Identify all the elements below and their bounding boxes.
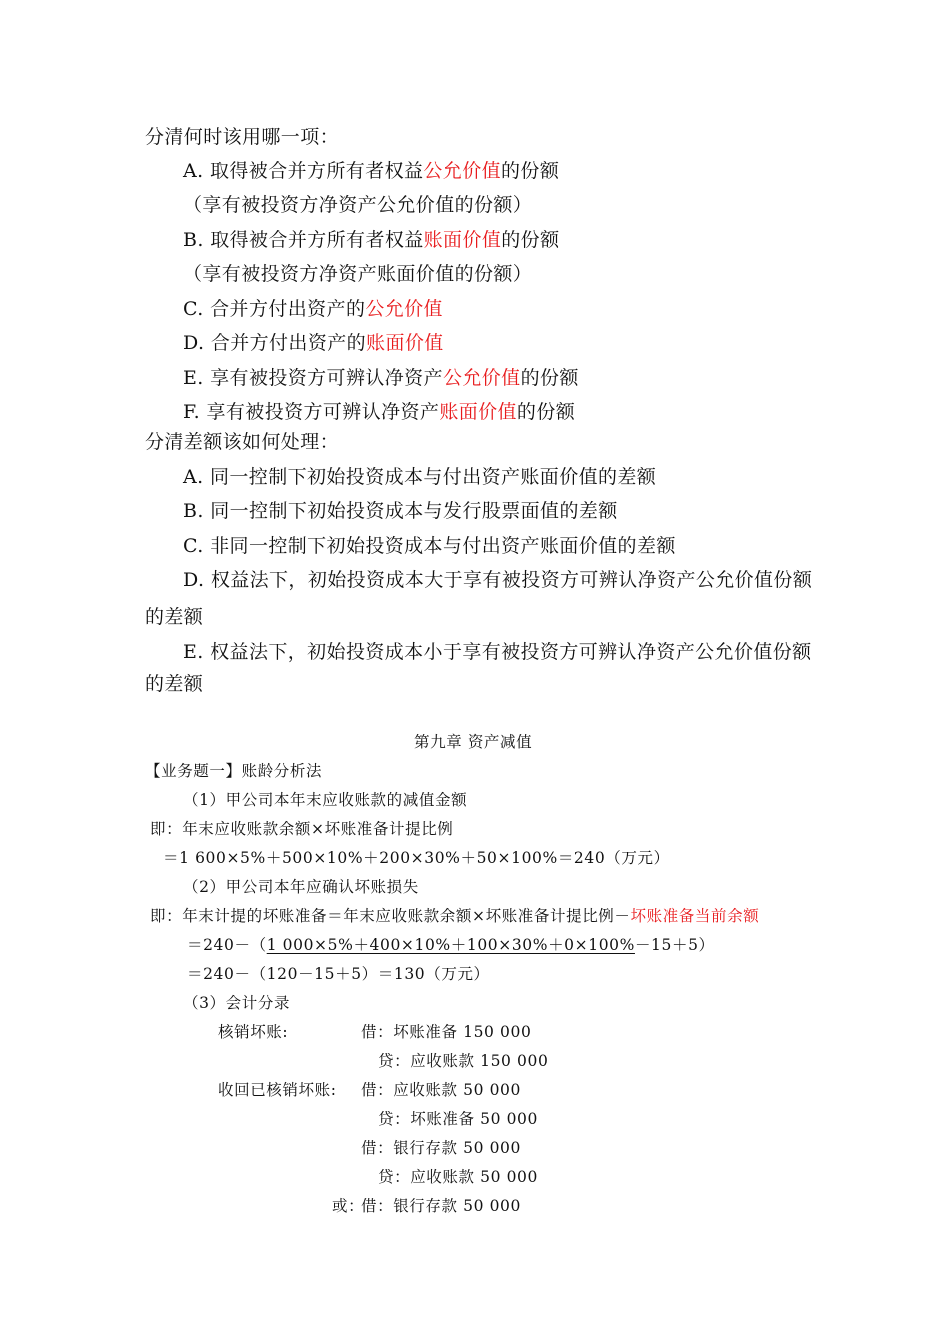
option-line	[183, 403, 575, 422]
option-highlight: 公允价值	[442, 367, 521, 389]
difference-item: B. 同一控制下初始投资成本与发行股票面值的差额	[183, 500, 618, 522]
question-1-formula: 即：年末应收账款余额×坏账准备计提比例	[150, 820, 454, 838]
question-2-calculation	[187, 938, 715, 954]
question-1-calculation: ＝1 600×5%＋500×10%＋200×30%＋50×100%＝240（万元）	[163, 849, 670, 867]
option-text: （享有被投资方净资产账面价值的份额）	[183, 263, 533, 285]
option-suffix: 的份额	[520, 367, 579, 389]
calc-prefix: ＝240－（	[187, 936, 267, 954]
option-line	[183, 334, 444, 353]
formula-text: 即：年末计提的坏账准备＝年末应收账款余额×坏账准备计提比例－	[150, 907, 631, 925]
section2-heading: 分清差额该如何处理：	[145, 431, 340, 453]
question-2-formula	[150, 909, 759, 925]
option-highlight: 账面价值	[423, 229, 502, 251]
journal-entry: 借：坏账准备 150 000	[361, 1023, 532, 1041]
entry-label: 收回已核销坏账:	[218, 1081, 337, 1099]
option-text: B. 取得被合并方所有者权益	[183, 229, 424, 251]
option-text: E. 享有被投资方可辨认净资产	[183, 367, 443, 389]
journal-entry: 借：银行存款 50 000	[361, 1139, 521, 1157]
entry-label: 或：	[332, 1197, 365, 1215]
option-text: A. 取得被合并方所有者权益	[183, 160, 424, 182]
option-text: C. 合并方付出资产的	[183, 298, 366, 320]
calc-suffix: －15＋5）	[634, 936, 715, 954]
difference-item-continued: 的差额	[145, 673, 204, 695]
section1-heading: 分清何时该用哪一项：	[145, 126, 340, 148]
option-line	[183, 300, 443, 319]
journal-entry: 贷：坏账准备 50 000	[378, 1110, 538, 1128]
option-suffix: 的份额	[501, 229, 560, 251]
entry-label: 核销坏账:	[218, 1023, 289, 1041]
option-suffix: 的份额	[501, 160, 560, 182]
journal-entry: 贷：应收账款 150 000	[378, 1052, 549, 1070]
difference-item: E. 权益法下，初始投资成本小于享有被投资方可辨认净资产公允价值份额	[183, 641, 812, 663]
option-suffix: 的份额	[516, 401, 576, 423]
option-line	[183, 369, 579, 388]
question-3: （3）会计分录	[183, 994, 291, 1012]
option-highlight: 公允价值	[423, 160, 502, 182]
option-line	[183, 162, 559, 181]
option-line	[183, 231, 559, 250]
difference-item-continued: 的差额	[145, 606, 204, 628]
difference-item: D. 权益法下，初始投资成本大于享有被投资方可辨认净资产公允价值份额	[183, 569, 813, 591]
question-1: （1）甲公司本年末应收账款的减值金额	[183, 791, 468, 809]
option-text: F. 享有被投资方可辨认净资产	[183, 401, 440, 423]
option-highlight: 公允价值	[365, 298, 443, 320]
option-highlight: 账面价值	[366, 332, 444, 354]
difference-item: C. 非同一控制下初始投资成本与付出资产账面价值的差额	[183, 535, 676, 557]
journal-entry: 贷：应收账款 50 000	[378, 1168, 538, 1186]
chapter-title: 第九章 资产减值	[414, 733, 533, 751]
difference-item: A. 同一控制下初始投资成本与付出资产账面价值的差额	[183, 466, 657, 488]
task-title: 【业务题一】账龄分析法	[145, 762, 323, 780]
option-highlight: 账面价值	[439, 401, 517, 423]
option-line	[183, 265, 532, 284]
journal-entry: 借：银行存款 50 000	[361, 1197, 521, 1215]
option-line	[183, 196, 532, 215]
question-2: （2）甲公司本年应确认坏账损失	[183, 878, 419, 896]
calc-underlined: 1 000×5%＋400×10%＋100×30%＋0×100%	[266, 936, 635, 954]
formula-highlight: 坏账准备当前余额	[630, 907, 760, 925]
option-text: D. 合并方付出资产的	[183, 332, 367, 354]
option-text: （享有被投资方净资产公允价值的份额）	[183, 194, 533, 216]
question-2-result: ＝240－（120－15＋5）＝130（万元）	[187, 965, 490, 983]
journal-entry: 借：应收账款 50 000	[361, 1081, 521, 1099]
